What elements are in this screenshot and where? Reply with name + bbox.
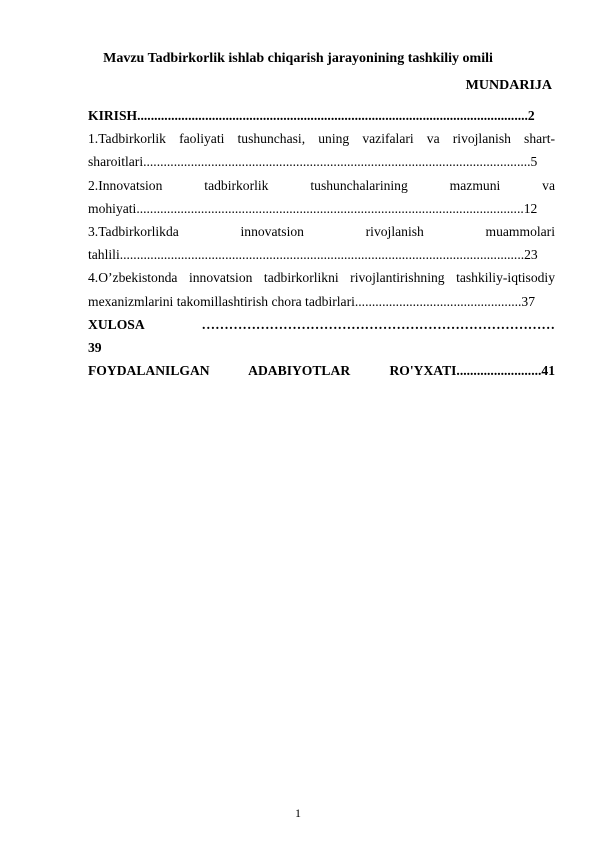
toc-line: KIRISH...................................................................................................................2 [88, 108, 535, 123]
toc-line: 39 [88, 340, 102, 356]
toc-line: 1.Tadbirkorlik faoliyati tushunchasi, uning vazifalari va rivojlanish shart- [88, 131, 555, 147]
table-of-contents [88, 104, 555, 382]
toc-line: 4.O’zbekistonda innovatsion tadbirkorlikni rivojlantirishning tashkiliy-iqtisodiy [88, 270, 555, 286]
toc-heading: MUNDARIJA [465, 78, 552, 93]
toc-line: FOYDALANILGAN ADABIYOTLAR RO'YXATI.........................41 [88, 363, 555, 379]
toc-line: mexanizmlarini takomillashtirish chora tadbirlari.................................................37 [88, 293, 536, 309]
toc-line: XULOSA …………………………………………………………………… [88, 316, 555, 332]
toc-line: 2.Innovatsion tadbirkorlik tushunchalarining mazmuni va [88, 177, 555, 193]
toc-line: tahlili.......................................................................................................................23 [88, 247, 538, 263]
toc-line: mohiyati..................................................................................................................12 [88, 200, 538, 216]
toc-line: sharoitlari..................................................................................................................5 [88, 154, 538, 170]
page-number: 1 [295, 806, 301, 820]
toc-line: 3.Tadbirkorlikda innovatsion rivojlanish muammolari [88, 224, 555, 240]
document-title: Mavzu Tadbirkorlik ishlab chiqarish jarayonining tashkiliy omili [103, 51, 493, 66]
